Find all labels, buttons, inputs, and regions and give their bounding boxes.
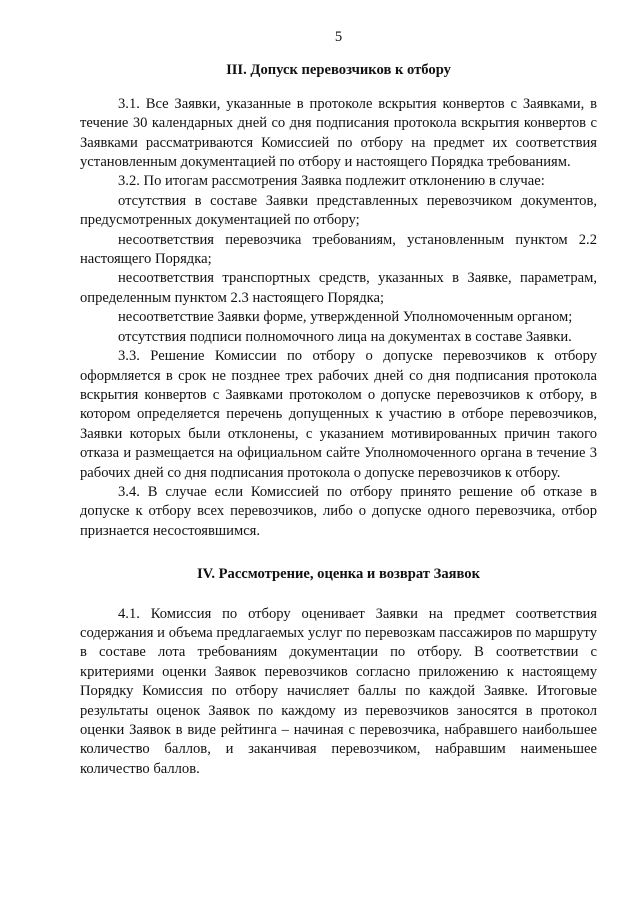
section-3-title: III. Допуск перевозчиков к отбору: [226, 62, 451, 79]
list-item-missing-signature: отсутствия подписи полномочного лица на документах в составе Заявки.: [118, 328, 572, 345]
paragraph-3-4: 3.4. В случае если Комиссией по отбору принято решение об отказе в допуске к отбору всех перевозчиков, либо о допуске одного перевозчика, отбор признается несостоявшимся.: [80, 483, 597, 539]
paragraph-3-3: 3.3. Решение Комиссии по отбору о допуске перевозчиков к отбору оформляется в срок не позднее трех рабочих дней со дня подписания протокола вскрытия конвертов с Заявками протоколом о допуске перевозчиков к отбору, в котором определяется перечень допущенных к участию в отборе перевозчиков, Заявки которых были отклонены, с указанием мотивированных причин такого отказа и размещается на официальном сайте Уполномоченного органа в течение 3 рабочих дней со дня подписания протокола о допуске перевозчиков к отбору.: [80, 348, 597, 481]
list-item-form-noncompliance: несоответствие Заявки форме, утвержденной Уполномоченным органом;: [118, 309, 573, 326]
list-item-vehicle-noncompliance: несоответствия транспортных средств, указанных в Заявке, параметрам, определенным пунктом 2.3 настоящего Порядка;: [80, 270, 597, 306]
document-page: [80, 28, 597, 779]
list-item-missing-documents: отсутствия в составе Заявки представленных перевозчиком документов, предусмотренных документацией по отбору;: [80, 192, 597, 229]
paragraph-3-1: 3.1. Все Заявки, указанные в протоколе вскрытия конвертов с Заявками, в течение 30 календарных дней со дня подписания протокола вскрытия конвертов с Заявками рассматриваются Комиссией по отбору на предмет их соответствия установленным документацией по отбору и настоящего Порядка требованиям.: [80, 95, 597, 171]
page-number: 5: [334, 29, 343, 45]
paragraph-4-1: 4.1. Комиссия по отбору оценивает Заявки на предмет соответствия содержания и объема предлагаемых услуг по перевозкам пассажиров по маршруту в составе лота требованиям документации по отбору. В соответствии с критериями оценки Заявок перевозчиков согласно приложению к настоящему Порядку Комиссия по отбору начисляет баллы по каждой Заявке. Итоговые результаты оценок Заявок по каждому из перевозчиков заносятся в протокол оценки Заявок в виде рейтинга – начиная с перевозчика, набравшего наибольшее количество баллов, и заканчивая перевозчиком, набравшим наименьшее количество баллов.: [80, 605, 597, 777]
paragraph-3-2: 3.2. По итогам рассмотрения Заявка подлежит отклонению в случае:: [118, 173, 545, 190]
list-item-carrier-noncompliance: несоответствия перевозчика требованиям, установленным пунктом 2.2 настоящего Порядка;: [80, 231, 597, 268]
section-4-title: IV. Рассмотрение, оценка и возврат Заявок: [196, 566, 481, 583]
